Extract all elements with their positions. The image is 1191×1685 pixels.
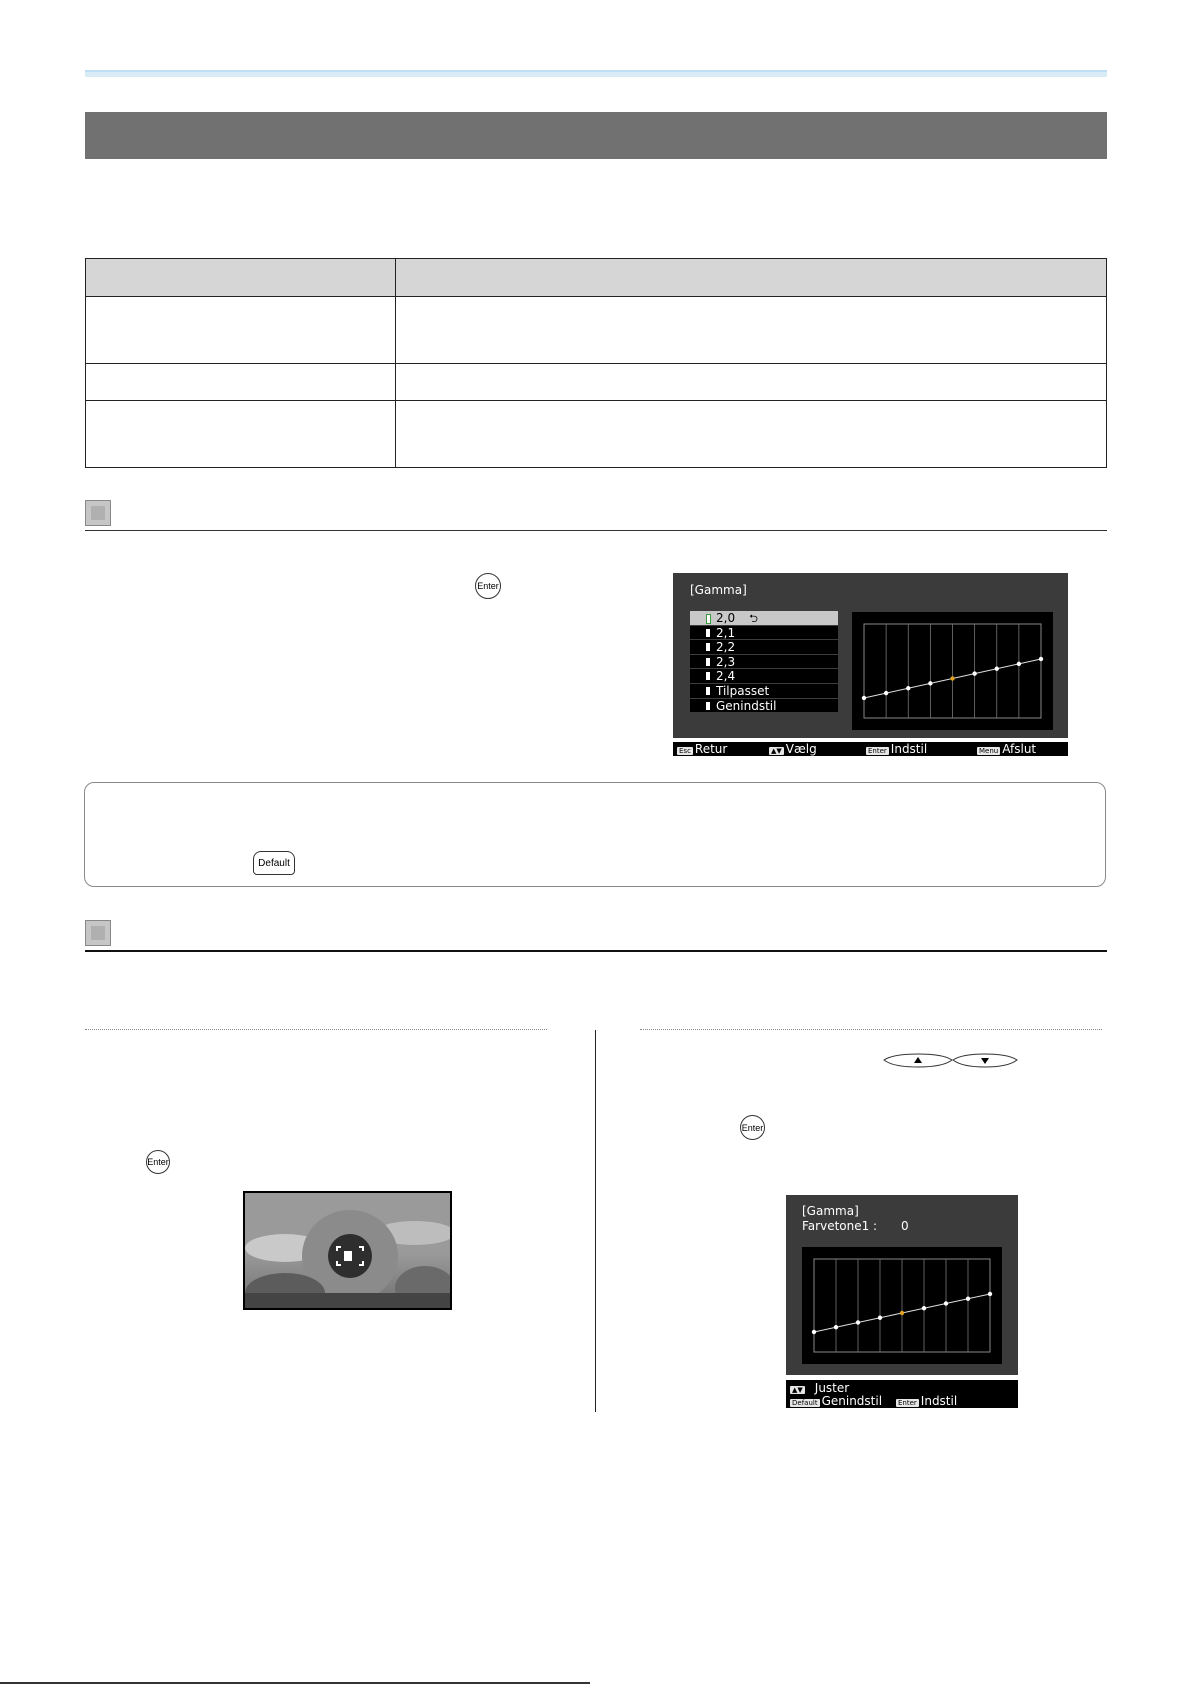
option-label: 2,2 — [716, 640, 736, 655]
tone-value[interactable]: 0 — [900, 1219, 909, 1233]
table-cell — [396, 401, 1107, 468]
gamma-option[interactable] — [690, 626, 838, 641]
help-label: Indstil — [920, 1394, 958, 1408]
option-label: 2,3 — [716, 654, 736, 669]
gamma-point — [922, 1306, 926, 1310]
help-label: Indstil — [890, 742, 928, 756]
gamma-osd-menu — [673, 573, 1068, 738]
help-select — [769, 742, 817, 756]
osd-title: [Gamma] — [690, 583, 747, 597]
table-row — [86, 364, 1107, 401]
table-cell — [396, 364, 1107, 401]
gamma-option[interactable] — [690, 640, 838, 655]
help-reset — [790, 1394, 882, 1408]
enter-key-icon: Enter — [868, 747, 887, 755]
section-heading-2 — [85, 920, 1107, 948]
gamma-point — [884, 691, 888, 695]
updown-key-icon: ▲▼ — [771, 747, 782, 755]
gamma-point — [928, 681, 932, 685]
gamma-point — [995, 667, 999, 671]
section-heading-1 — [85, 500, 1107, 528]
default-key-label: Default — [258, 857, 290, 869]
section-title-bar — [85, 112, 1107, 159]
gamma-option[interactable] — [690, 611, 838, 626]
help-label: Genindstil — [821, 1394, 883, 1408]
updown-key-icon: ▲▼ — [792, 1386, 803, 1394]
gamma-point — [972, 671, 976, 675]
help-label: Juster — [814, 1381, 850, 1395]
tone-field — [802, 1219, 909, 1233]
table-cell — [396, 297, 1107, 364]
option-label: 2,0 — [716, 611, 736, 625]
enter-key-icon — [475, 573, 501, 599]
sunflower-image — [245, 1193, 450, 1308]
help-back — [677, 742, 727, 756]
gamma-point — [988, 1292, 992, 1296]
gamma-point — [966, 1297, 970, 1301]
column-separator — [595, 1030, 596, 1412]
gamma-preset-list — [690, 611, 838, 713]
heading-square-icon — [85, 500, 111, 526]
default-key-icon: Default — [792, 1399, 818, 1407]
help-set — [866, 742, 927, 756]
table-header-row — [86, 259, 1107, 297]
gamma-point — [906, 686, 910, 690]
osd-help-bar — [786, 1380, 1018, 1408]
help-exit — [977, 742, 1036, 756]
enter-key-icon: Enter — [898, 1399, 917, 1407]
gamma-point — [812, 1330, 816, 1334]
gamma-curve-graph — [852, 612, 1053, 730]
gamma-graph-panel — [802, 1247, 1002, 1364]
gamma-graph-panel — [852, 612, 1053, 730]
spec-table — [85, 258, 1107, 468]
heading-square-icon — [85, 920, 111, 946]
default-key-icon — [253, 851, 295, 875]
enter-key-label: Enter — [741, 1122, 764, 1133]
heading-rule — [85, 530, 1107, 531]
heading-rule — [85, 950, 1107, 952]
gamma-point — [944, 1301, 948, 1305]
table-cell — [86, 259, 396, 297]
sunflower-photo — [243, 1191, 452, 1310]
up-key-icon — [883, 1053, 953, 1068]
gamma-point — [834, 1325, 838, 1329]
gamma-curve-graph — [802, 1247, 1002, 1364]
enter-key-label: Enter — [477, 581, 499, 591]
header-rule — [85, 70, 1107, 77]
gamma-point — [1017, 662, 1021, 666]
gamma-point — [950, 676, 954, 680]
gamma-option[interactable] — [690, 699, 838, 714]
gamma-adjust-osd — [786, 1195, 1018, 1375]
gamma-point — [878, 1316, 882, 1320]
table-cell — [86, 297, 396, 364]
checkmark-icon: ⮌ — [749, 612, 758, 625]
table-cell — [396, 259, 1107, 297]
down-key-icon — [952, 1053, 1018, 1068]
gamma-option[interactable] — [690, 655, 838, 670]
enter-key-icon — [146, 1150, 170, 1174]
footer-rule — [0, 1682, 590, 1684]
option-label: Tilpasset — [716, 683, 770, 698]
help-label: Afslut — [1002, 742, 1037, 756]
column-divider-dotted-left — [85, 1029, 547, 1030]
help-adjust — [790, 1381, 849, 1395]
gamma-point — [862, 696, 866, 700]
osd-help-bar — [673, 742, 1068, 756]
gamma-option[interactable] — [690, 669, 838, 684]
help-label: Vælg — [785, 742, 817, 756]
help-set — [896, 1394, 957, 1408]
menu-key-icon: Menu — [979, 747, 999, 755]
tone-label: Farvetone1 : — [802, 1219, 878, 1233]
table-row — [86, 297, 1107, 364]
gamma-point — [900, 1311, 904, 1315]
osd-title: [Gamma] — [802, 1204, 859, 1218]
option-label: Genindstil — [716, 698, 777, 713]
esc-key-icon: Esc — [679, 747, 691, 755]
enter-key-label: Enter — [147, 1157, 169, 1167]
option-label: 2,1 — [716, 625, 736, 640]
gamma-point — [856, 1320, 860, 1324]
table-cell — [86, 401, 396, 468]
table-cell — [86, 364, 396, 401]
gamma-point — [1039, 657, 1043, 661]
help-label: Retur — [694, 742, 728, 756]
option-label: 2,4 — [716, 669, 736, 684]
enter-key-icon — [740, 1115, 765, 1140]
gamma-option[interactable] — [690, 684, 838, 699]
table-row — [86, 401, 1107, 468]
column-divider-dotted-right — [640, 1029, 1102, 1030]
tip-box — [84, 782, 1106, 887]
